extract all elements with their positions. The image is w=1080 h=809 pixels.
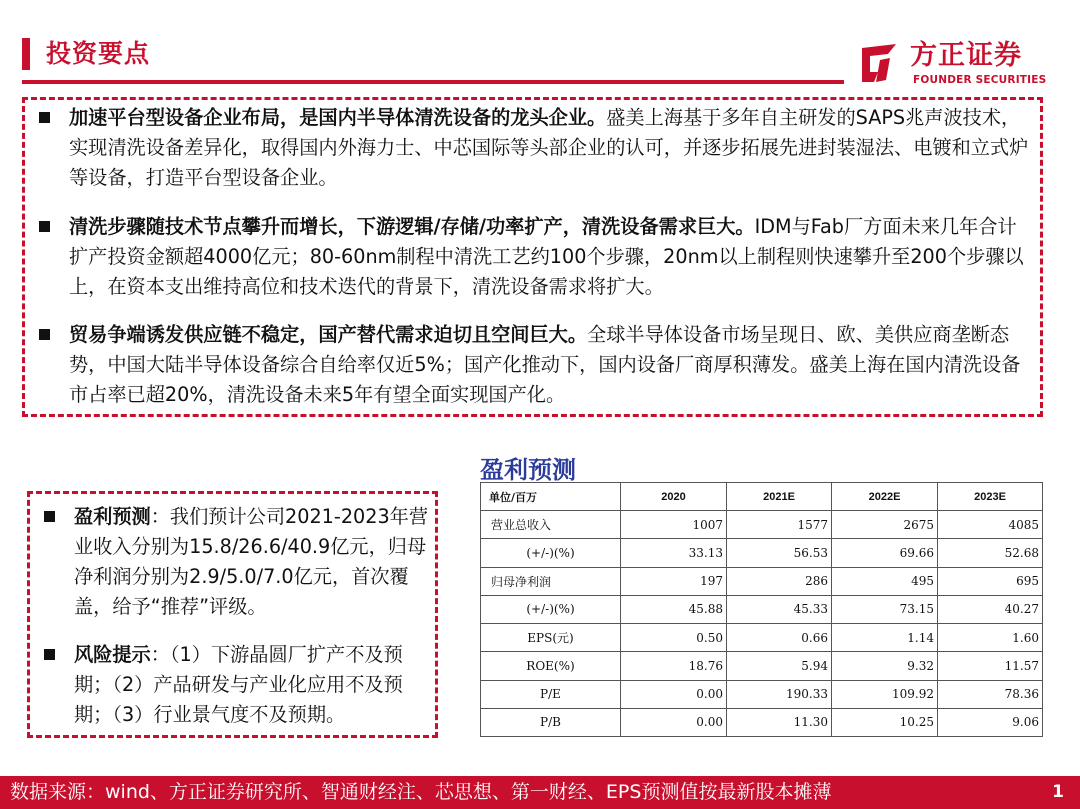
value-cell: 18.76 (621, 652, 727, 680)
table-row (481, 680, 1043, 708)
value-cell: 10.25 (832, 708, 938, 736)
value-cell: 1.14 (832, 624, 938, 652)
logo-english-name: FOUNDER SECURITIES (913, 74, 1047, 86)
row-label-cell: EPS(元) (481, 624, 621, 652)
value-cell: 33.13 (621, 539, 727, 567)
header-cell: 2022E (832, 483, 938, 511)
key-point-1 (39, 103, 1031, 193)
value-cell: 109.92 (832, 680, 938, 708)
table-header-row (481, 483, 1043, 511)
logo-chinese-name: 方正证券 (910, 40, 1022, 71)
key-point-heading: 清洗步骤随技术节点攀升而增长，下游逻辑/存储/功率扩产，清洗设备需求巨大。 (69, 215, 755, 238)
header-cell: 单位/百万 (481, 483, 621, 511)
page-title: 投资要点 (46, 39, 151, 68)
value-cell: 0.50 (621, 624, 727, 652)
key-point-2 (39, 212, 1031, 302)
key-point-body: 全球半导体设备市场呈现日、欧、美供应商垄断态势，中国大陆半导体设备综合自给率仅近5%；国产化推动下，国内设备厂商厚积薄发。盛美上海在国内清洗设备市占率已超20%，清洗设备未来5年有望全面实现国产化。 (69, 323, 1021, 406)
value-cell: 1007 (621, 511, 727, 539)
header-divider (22, 80, 844, 84)
table-title: 盈利预测 (480, 455, 576, 484)
footer-bar (0, 776, 1080, 809)
value-cell: 52.68 (938, 539, 1043, 567)
profit-forecast-point (44, 502, 430, 622)
value-cell: 78.36 (938, 680, 1043, 708)
risk-warning-point (44, 640, 430, 730)
key-point-body: 盛美上海基于多年自主研发的SAPS兆声波技术，实现清洗设备差异化，取得国内外海力士、中芯国际等头部企业的认可，并逐步拓展先进封装湿法、电镀和立式炉等设备，打造平台型设备企业。 (69, 106, 1029, 189)
value-cell: 1577 (727, 511, 832, 539)
row-label-cell: 营业总收入 (481, 511, 621, 539)
point-body: ：（1）下游晶圆厂扩产不及预期；（2）产品研发与产业化应用不及预期；（3）行业景气度不及预期。 (74, 643, 403, 726)
value-cell: 45.33 (727, 595, 832, 623)
value-cell: 286 (727, 567, 832, 595)
row-label-cell: 归母净利润 (481, 567, 621, 595)
table-row (481, 595, 1043, 623)
data-source-note: 数据来源：wind、方正证券研究所、智通财经注、芯思想、第一财经、EPS预测值按最新股本摊薄 (10, 781, 832, 803)
value-cell: 190.33 (727, 680, 832, 708)
value-cell: 695 (938, 567, 1043, 595)
value-cell: 4085 (938, 511, 1043, 539)
profit-forecast-table (480, 482, 1043, 737)
value-cell: 56.53 (727, 539, 832, 567)
value-cell: 73.15 (832, 595, 938, 623)
bullet-square-icon (39, 329, 50, 340)
value-cell: 2675 (832, 511, 938, 539)
value-cell: 69.66 (832, 539, 938, 567)
table-row (481, 511, 1043, 539)
point-heading: 风险提示 (74, 643, 151, 666)
table-row (481, 652, 1043, 680)
row-label-cell: P/E (481, 680, 621, 708)
value-cell: 0.66 (727, 624, 832, 652)
value-cell: 11.57 (938, 652, 1043, 680)
value-cell: 1.60 (938, 624, 1043, 652)
bullet-square-icon (44, 649, 55, 660)
table-row (481, 539, 1043, 567)
value-cell: 9.06 (938, 708, 1043, 736)
point-heading: 盈利预测 (74, 505, 151, 528)
value-cell: 40.27 (938, 595, 1043, 623)
table-row (481, 567, 1043, 595)
value-cell: 45.88 (621, 595, 727, 623)
row-label-cell: P/B (481, 708, 621, 736)
bullet-square-icon (39, 112, 50, 123)
key-point-heading: 加速平台型设备企业布局，是国内半导体清洗设备的龙头企业。 (69, 106, 607, 129)
page-number: 1 (1052, 782, 1064, 802)
header-cell: 2023E (938, 483, 1043, 511)
value-cell: 495 (832, 567, 938, 595)
row-label-cell: (+/-)(%) (481, 539, 621, 567)
title-accent-bar (22, 38, 30, 70)
value-cell: 0.00 (621, 680, 727, 708)
value-cell: 5.94 (727, 652, 832, 680)
key-point-body: IDM与Fab厂方面未来几年合计扩产投资金额超4000亿元；80-60nm制程中清洗工艺约100个步骤，20nm以上制程则快速攀升至200个步骤以上，在资本支出维持高位和技术迭代的背景下，清洗设备需求将扩大。 (69, 215, 1024, 298)
table-row (481, 708, 1043, 736)
point-body: ：我们预计公司2021-2023年营业收入分别为15.8/26.6/40.9亿元，归母净利润分别为2.9/5.0/7.0亿元，首次覆盖，给予“推荐”评级。 (74, 505, 429, 618)
value-cell: 11.30 (727, 708, 832, 736)
forecast-risk-box (27, 491, 438, 738)
key-point-3 (39, 320, 1031, 410)
bullet-square-icon (44, 511, 55, 522)
bullet-square-icon (39, 221, 50, 232)
value-cell: 0.00 (621, 708, 727, 736)
value-cell: 9.32 (832, 652, 938, 680)
table-row (481, 624, 1043, 652)
key-point-heading: 贸易争端诱发供应链不稳定，国产替代需求迫切且空间巨大。 (69, 323, 588, 346)
founder-logo (858, 40, 1058, 92)
key-points-box (22, 97, 1043, 417)
value-cell: 197 (621, 567, 727, 595)
row-label-cell: (+/-)(%) (481, 595, 621, 623)
header-cell: 2020 (621, 483, 727, 511)
founder-logo-icon (858, 42, 900, 84)
row-label-cell: ROE(%) (481, 652, 621, 680)
header-cell: 2021E (727, 483, 832, 511)
